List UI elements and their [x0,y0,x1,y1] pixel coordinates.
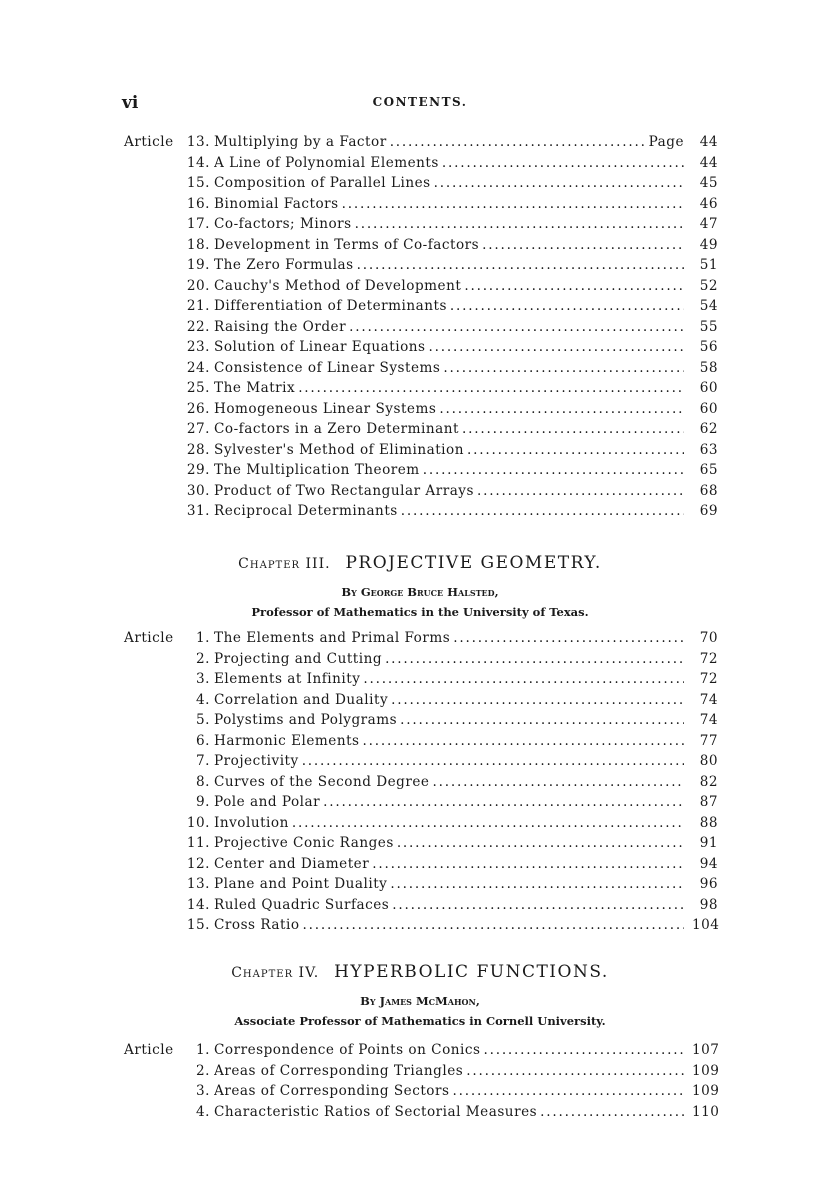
toc-entry-page: 70 [699,630,718,646]
toc-dot-leader [342,196,684,212]
running-title: CONTENTS. [372,95,468,109]
toc-entry-number: 22. [186,318,210,335]
toc-entry-page: 58 [699,359,718,376]
toc-dot-leader [401,503,684,519]
toc-entry-title: Development in Terms of Co-factors [214,237,482,253]
toc-entry-title: Raising the Order [214,319,349,335]
toc-entry-title: Projecting and Cutting [214,651,385,667]
toc-entry [0,835,840,856]
toc-entry-leader [214,897,684,913]
toc-entry [0,815,840,836]
toc-entry-page: 47 [699,216,718,232]
toc-entry-number: 11. [186,835,210,851]
toc-entry-number: 21. [186,298,210,314]
toc-entry-leader [214,319,684,335]
toc-dot-leader [303,917,684,933]
toc-dot-leader [443,360,684,376]
toc-entry [0,671,840,692]
toc-entry-number: 18. [186,236,210,253]
toc-entry [0,712,840,733]
toc-page-label: Page [648,134,684,150]
toc-entry-page: 96 [699,876,718,892]
toc-entry-title: Harmonic Elements [214,733,363,749]
toc-entry-page: 62 [699,421,718,437]
toc-entry-title: Binomial Factors [214,196,342,212]
toc-entry-page: 51 [699,257,718,273]
toc-entry-number: 20. [186,277,210,294]
toc-entry-number: 5. [196,712,210,728]
toc-entry-number: 15. [186,917,210,933]
toc-dot-leader [372,856,684,872]
toc-entry-title: Cauchy's Method of Development [214,278,464,294]
toc-entry-leader [214,503,684,519]
toc-entry [0,753,840,774]
toc-entry [0,630,840,651]
toc-entry-title: Pole and Polar [214,794,323,810]
toc-entry-number: 28. [186,441,210,458]
toc-dot-leader [323,794,684,810]
toc-entry-page: 80 [699,753,718,769]
toc-entry-title: Product of Two Rectangular Arrays [214,483,477,499]
toc-entry-page: 49 [699,236,718,253]
toc-dot-leader [397,835,684,851]
toc-dot-leader [439,401,684,417]
toc-entry-leader [214,278,684,294]
toc-dot-leader [390,134,647,150]
toc-entry-leader [214,651,684,667]
toc-entry-leader [214,134,684,150]
toc-entry [0,917,840,938]
toc-entry [0,794,840,815]
toc-entry [0,1063,840,1084]
toc-entry-number: 31. [186,503,210,519]
toc-entry-leader [214,692,684,708]
toc-entry [0,278,840,299]
toc-entry-page: 55 [699,318,718,335]
toc-section-chapter-2-continued [0,134,840,524]
toc-entry-title: Curves of the Second Degree [214,774,432,790]
toc-dot-leader [450,298,684,314]
chapter-heading [0,962,840,982]
toc-entry [0,856,840,877]
toc-entry-number: 13. [186,876,210,892]
toc-entry [0,216,840,237]
toc-entry-title: Multiplying by a Factor [214,134,390,150]
toc-entry-page: 60 [699,380,718,396]
toc-entry-page: 60 [699,400,718,417]
toc-entry-number: 26. [186,400,210,417]
toc-entry-page: 98 [699,896,718,913]
toc-entry [0,319,840,340]
toc-entry-leader [214,298,684,314]
toc-entry-prefix: Article [124,630,174,646]
toc-entry-leader [214,876,684,892]
toc-dot-leader [442,155,684,171]
toc-entry-leader [214,1042,684,1058]
toc-entry-page: 109 [692,1083,720,1099]
toc-entry-page: 91 [699,835,718,851]
toc-entry-page: 74 [699,691,718,708]
toc-entry-leader [214,380,684,396]
toc-entry-leader [214,442,684,458]
toc-dot-leader [467,442,684,458]
toc-entry [0,897,840,918]
toc-entry-page: 44 [699,154,718,171]
toc-entry-number: 16. [186,195,210,212]
toc-dot-leader [540,1104,684,1120]
toc-entry-title: Correlation and Duality [214,692,391,708]
toc-section-chapter-4 [0,1042,840,1124]
chapter-label: Chapter III. [238,556,331,572]
toc-entry-number: 1. [196,1042,210,1058]
toc-entry-page: 110 [692,1103,720,1120]
toc-entry-page: 77 [699,732,718,749]
toc-entry-number: 2. [196,650,210,667]
toc-entry-title: Center and Diameter [214,856,372,872]
toc-entry-title: Solution of Linear Equations [214,339,429,355]
toc-entry [0,1104,840,1125]
toc-entry [0,442,840,463]
toc-dot-leader [363,671,684,687]
toc-entry [0,503,840,524]
toc-dot-leader [298,380,684,396]
toc-dot-leader [357,257,684,273]
toc-dot-leader [391,692,684,708]
toc-dot-leader [483,1042,684,1058]
chapter-affiliation: Associate Professor of Mathematics in Cornell University. [234,1014,606,1028]
toc-entry-page: 107 [692,1042,720,1058]
toc-entry [0,733,840,754]
toc-entry-number: 19. [186,257,210,273]
toc-entry-title: Involution [214,815,292,831]
toc-entry-page: 94 [699,855,718,872]
toc-dot-leader [385,651,684,667]
toc-entry-leader [214,774,684,790]
toc-entry-number: 3. [196,1083,210,1099]
toc-dot-leader [292,815,684,831]
toc-entry-title: The Matrix [214,380,298,396]
toc-entry [0,360,840,381]
toc-entry-number: 4. [196,691,210,708]
toc-entry [0,483,840,504]
toc-entry-title: A Line of Polynomial Elements [214,155,442,171]
toc-dot-leader [302,753,684,769]
toc-entry-leader [214,1063,684,1079]
toc-entry-leader [214,175,684,191]
toc-entry-number: 2. [196,1062,210,1079]
toc-entry-page: 68 [699,482,718,499]
chapter-author: By George Bruce Halsted, [341,585,499,599]
toc-section-chapter-3 [0,630,840,938]
toc-dot-leader [432,774,684,790]
page-header [0,93,840,113]
toc-dot-leader [453,630,684,646]
toc-entry-page: 74 [699,712,718,728]
chapter-4-heading-block [0,962,840,1028]
toc-entry [0,774,840,795]
toc-entry-leader [214,794,684,810]
toc-entry-number: 15. [186,175,210,191]
toc-entry-page: 87 [699,794,718,810]
toc-entry-title: Correspondence of Points on Conics [214,1042,483,1058]
toc-entry-title: Areas of Corresponding Triangles [214,1063,466,1079]
toc-dot-leader [429,339,684,355]
toc-entry-number: 17. [186,216,210,232]
toc-entry-number: 7. [196,753,210,769]
toc-entry-prefix: Article [124,134,174,150]
toc-entry-title: Elements at Infinity [214,671,363,687]
toc-dot-leader [477,483,684,499]
toc-entry [0,298,840,319]
chapter-author: By James McMahon, [360,994,480,1008]
toc-entry-number: 6. [196,732,210,749]
toc-dot-leader [390,876,684,892]
toc-entry-page: 109 [692,1062,720,1079]
toc-entry-title: Co-factors; Minors [214,216,355,232]
toc-entry-title: Areas of Corresponding Sectors [214,1083,452,1099]
toc-entry-number: 1. [196,630,210,646]
toc-entry-number: 29. [186,462,210,478]
toc-entry-leader [214,339,684,355]
toc-entry-number: 3. [196,671,210,687]
toc-dot-leader [349,319,684,335]
toc-entry-leader [214,753,684,769]
toc-entry-leader [214,1083,684,1099]
toc-entry [0,196,840,217]
toc-entry-number: 12. [186,855,210,872]
toc-entry-title: Cross Ratio [214,917,303,933]
toc-entry-leader [214,815,684,831]
toc-entry-leader [214,216,684,232]
toc-entry [0,876,840,897]
chapter-label: Chapter IV. [231,965,320,981]
chapter-title: HYPERBOLIC FUNCTIONS. [334,962,609,982]
toc-entry-leader [214,917,684,933]
toc-entry-leader [214,155,684,171]
toc-entry-title: The Elements and Primal Forms [214,630,453,646]
toc-entry-page: 45 [699,175,718,191]
toc-entry [0,155,840,176]
toc-entry-page: 56 [699,339,718,355]
toc-entry-page: 44 [699,134,718,150]
toc-entry-title: Projective Conic Ranges [214,835,397,851]
toc-entry [0,1042,840,1063]
toc-entry-leader [214,712,684,728]
chapter-title: PROJECTIVE GEOMETRY. [345,553,602,573]
toc-dot-leader [363,733,684,749]
toc-entry-title: Plane and Point Duality [214,876,390,892]
toc-entry [0,380,840,401]
toc-entry-number: 10. [186,814,210,831]
toc-entry-leader [214,835,684,851]
toc-entry [0,1083,840,1104]
toc-entry-title: The Zero Formulas [214,257,357,273]
toc-dot-leader [462,421,684,437]
toc-entry-page: 63 [699,441,718,458]
toc-entry-number: 30. [186,482,210,499]
toc-entry-leader [214,856,684,872]
toc-entry-leader [214,360,684,376]
toc-entry-number: 4. [196,1103,210,1120]
toc-entry-page: 72 [699,671,718,687]
toc-entry-page: 69 [699,503,718,519]
toc-entry-leader [214,196,684,212]
toc-entry-number: 24. [186,359,210,376]
toc-dot-leader [466,1063,684,1079]
toc-entry-number: 14. [186,896,210,913]
toc-entry-page: 46 [699,195,718,212]
toc-entry-number: 8. [196,773,210,790]
toc-entry-leader [214,671,684,687]
toc-entry-title: Characteristic Ratios of Sectorial Measures [214,1104,540,1120]
toc-entry [0,134,840,155]
toc-entry [0,692,840,713]
toc-dot-leader [392,897,684,913]
toc-entry-leader [214,237,684,253]
toc-entry-title: Ruled Quadric Surfaces [214,897,392,913]
toc-entry [0,175,840,196]
toc-entry [0,237,840,258]
toc-entry-number: 13. [186,134,210,150]
toc-entry [0,421,840,442]
toc-entry-number: 9. [196,794,210,810]
toc-entry-page: 104 [692,917,720,933]
toc-entry-page: 72 [699,650,718,667]
toc-entry-title: Consistence of Linear Systems [214,360,443,376]
toc-entry-leader [214,1104,684,1120]
toc-dot-leader [400,712,684,728]
toc-entry-leader [214,483,684,499]
toc-entry [0,651,840,672]
toc-dot-leader [464,278,684,294]
toc-entry [0,257,840,278]
toc-entry-page: 82 [699,773,718,790]
toc-entry-title: Differentiation of Determinants [214,298,450,314]
chapter-3-heading-block [0,553,840,619]
toc-entry-number: 14. [186,154,210,171]
toc-entry-title: Projectivity [214,753,302,769]
toc-entry-number: 23. [186,339,210,355]
toc-dot-leader [434,175,684,191]
toc-entry-leader [214,401,684,417]
toc-entry-title: Homogeneous Linear Systems [214,401,439,417]
chapter-affiliation: Professor of Mathematics in the University of Texas. [251,605,589,619]
page-number: vi [122,93,139,113]
toc-dot-leader [423,462,684,478]
toc-entry-number: 27. [186,421,210,437]
toc-entry-prefix: Article [124,1042,174,1058]
toc-entry [0,339,840,360]
toc-entry-page: 65 [699,462,718,478]
toc-entry-title: Sylvester's Method of Elimination [214,442,467,458]
toc-entry-leader [214,421,684,437]
toc-dot-leader [355,216,684,232]
toc-entry-page: 88 [699,814,718,831]
toc-entry-page: 54 [699,298,718,314]
toc-entry-leader [214,733,684,749]
toc-entry-title: Composition of Parallel Lines [214,175,434,191]
toc-entry-title: The Multiplication Theorem [214,462,423,478]
toc-entry [0,462,840,483]
toc-entry-title: Co-factors in a Zero Determinant [214,421,462,437]
toc-entry-number: 25. [186,380,210,396]
toc-entry-page: 52 [699,277,718,294]
toc-entry-leader [214,462,684,478]
toc-entry-leader [214,257,684,273]
toc-entry [0,401,840,422]
toc-dot-leader [482,237,684,253]
toc-dot-leader [452,1083,684,1099]
toc-entry-leader [214,630,684,646]
chapter-heading [0,553,840,573]
toc-entry-title: Reciprocal Determinants [214,503,401,519]
toc-entry-title: Polystims and Polygrams [214,712,400,728]
